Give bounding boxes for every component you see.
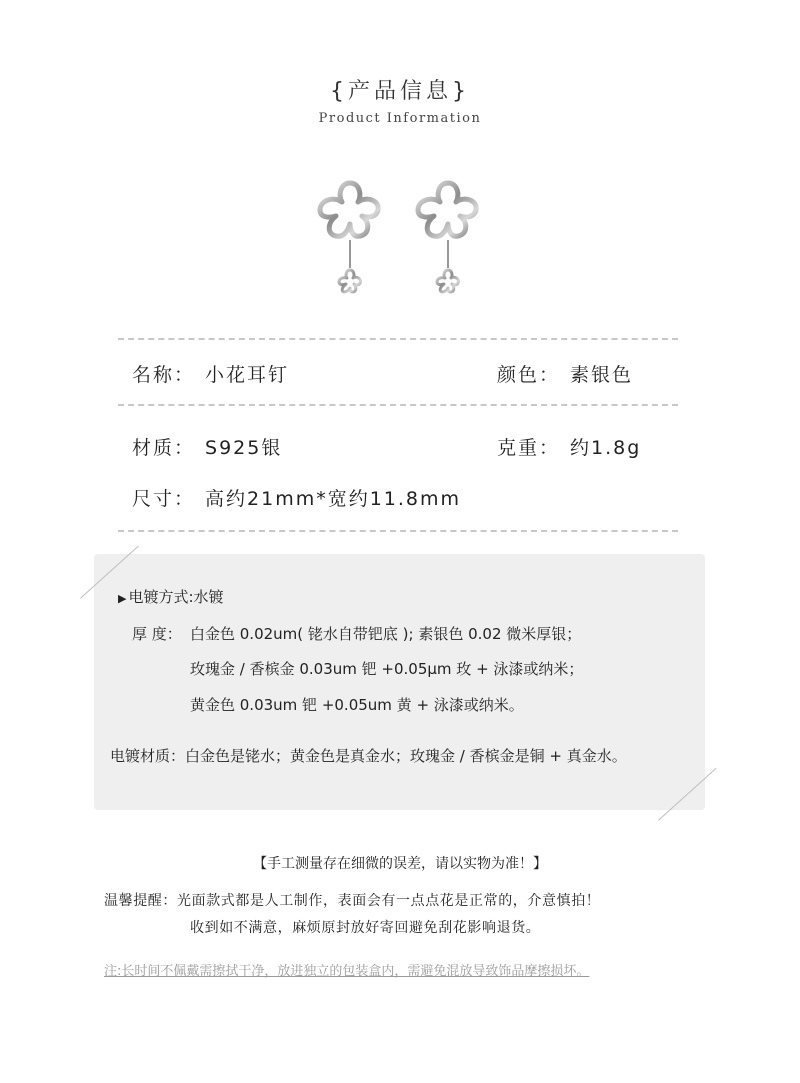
spec-name-value: 小花耳钉 — [205, 364, 290, 386]
thickness-line-1: 白金色 0.02um( 铑水自带钯底 ); 素银色 0.02 微米厚银； — [190, 625, 582, 643]
spec-name — [132, 360, 289, 387]
spec-weight-value: 约1.8g — [570, 437, 642, 459]
divider — [118, 404, 678, 406]
section-title: {产品信息} — [330, 79, 470, 104]
plating-material: 电镀材质：白金色是铑水；黄金色是真金水；玫瑰金 / 香槟金是铜 + 真金水。 — [110, 747, 627, 765]
plating-method — [118, 586, 224, 607]
earring-left — [320, 183, 378, 292]
warm-reminder-label: 温馨提醒： — [104, 893, 177, 909]
product-image-flower-earrings — [300, 178, 500, 318]
spec-color-value: 素银色 — [570, 364, 634, 386]
spec-material-value: S925银 — [205, 437, 283, 459]
warm-reminder-text-2: 收到如不满意，麻烦原封放好寄回避免刮花影响退货。 — [190, 920, 541, 936]
measurement-note: 【手工测量存在细微的误差，请以实物为准！】 — [253, 856, 547, 872]
earring-right — [418, 183, 476, 292]
section-subtitle: Product Information — [318, 111, 482, 126]
warm-reminder-line-1 — [104, 890, 600, 910]
spec-material-label: 材质： — [132, 437, 196, 459]
spec-size-value: 高约21mm*宽约11.8mm — [205, 488, 462, 510]
spec-size-label: 尺寸： — [132, 488, 196, 510]
divider — [118, 530, 678, 532]
triangle-right-icon: ▶ — [118, 592, 127, 605]
spec-weight — [497, 433, 641, 460]
divider — [118, 338, 678, 340]
thickness-label: 厚 度： — [132, 625, 182, 643]
thickness-line-3: 黄金色 0.03um 钯 +0.05um 黄 + 泳漆或纳米。 — [190, 696, 524, 714]
care-footnote: 注:长时间不佩戴需擦拭干净，放进独立的包装盒内，需避免混放导致饰品摩擦损坏。 — [104, 964, 590, 979]
spec-name-label: 名称： — [132, 364, 196, 386]
spec-color-label: 颜色： — [497, 364, 561, 386]
spec-material — [132, 433, 282, 460]
warm-reminder-text-1: 光面款式都是人工制作，表面会有一点点花是正常的，介意慎拍！ — [177, 893, 601, 909]
spec-weight-label: 克重： — [497, 437, 561, 459]
spec-color — [497, 360, 633, 387]
thickness-line-2: 玫瑰金 / 香槟金 0.03um 钯 +0.05μm 玫 + 泳漆或纳米； — [190, 660, 584, 678]
plating-method-text: 电镀方式:水镀 — [128, 588, 224, 606]
spec-size — [132, 484, 461, 511]
